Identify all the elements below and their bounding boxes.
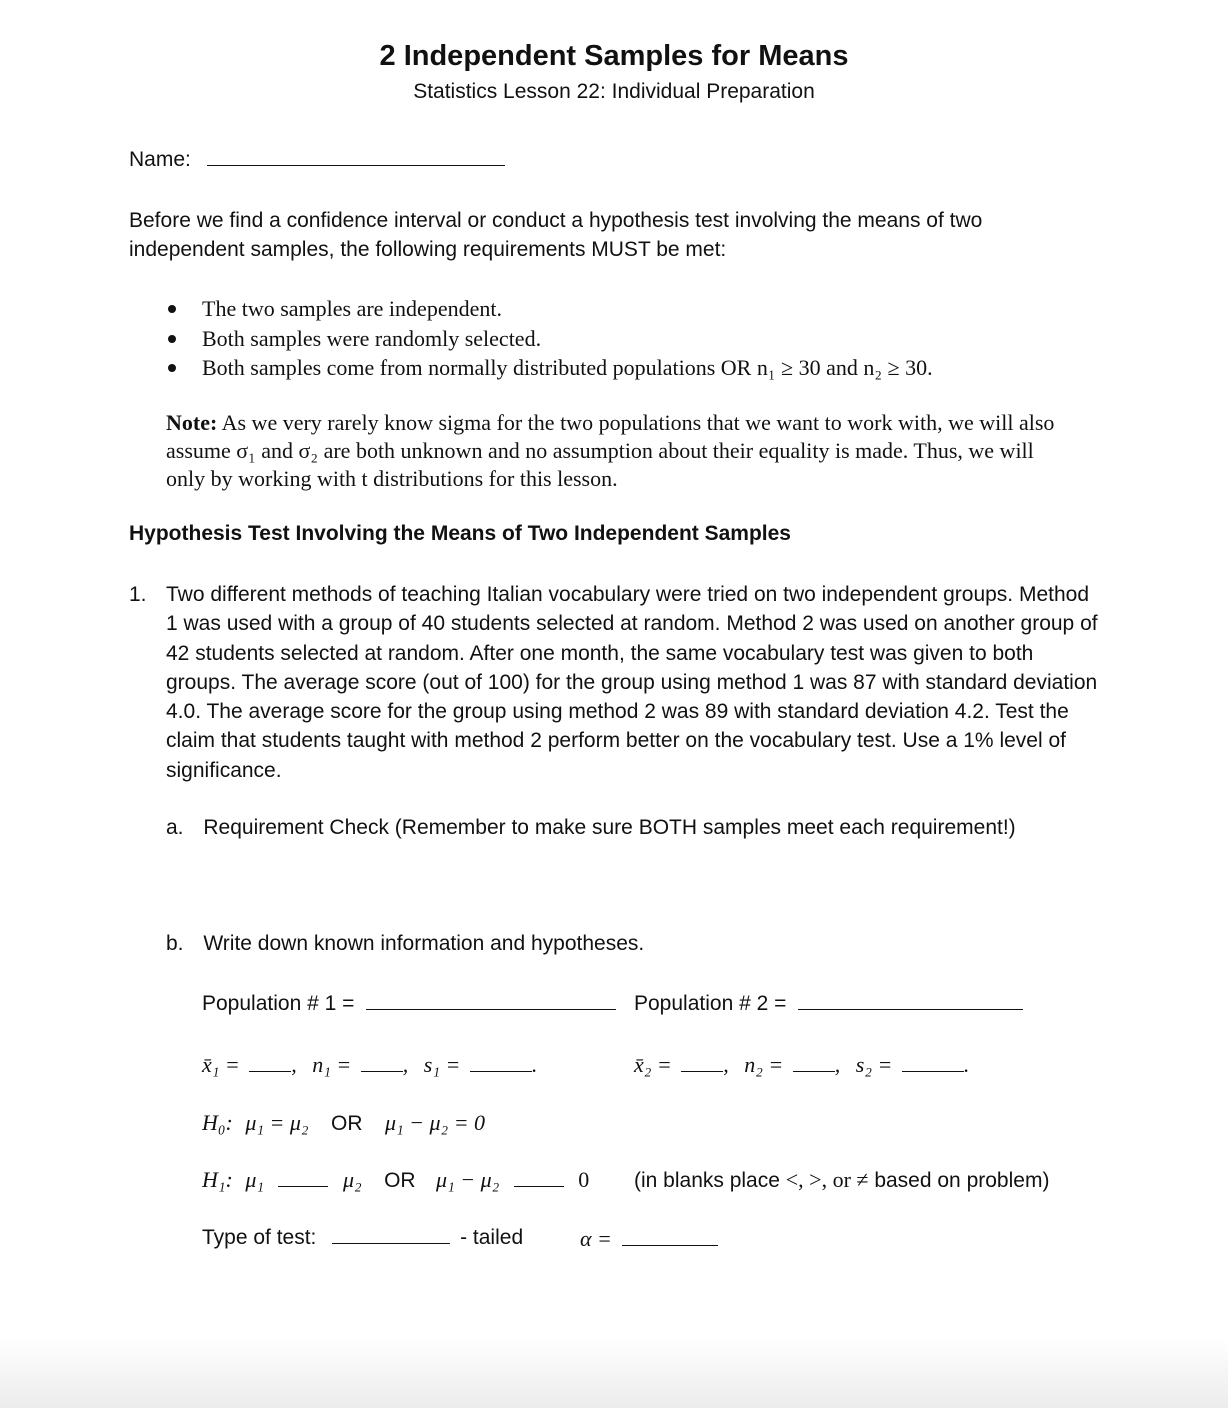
- part-a: [166, 816, 1016, 840]
- page-bottom-shadow: [0, 1338, 1228, 1408]
- population-1-blank[interactable]: [366, 1008, 616, 1010]
- s1-blank[interactable]: [470, 1070, 532, 1072]
- h1-hint-symbols: <, >, or ≠: [785, 1167, 869, 1192]
- xbar2-blank[interactable]: [681, 1070, 723, 1072]
- bullet-icon: [168, 305, 176, 313]
- part-b: [166, 932, 644, 956]
- name-blank[interactable]: [207, 164, 505, 166]
- alpha-row: [580, 1226, 718, 1252]
- s1-label: s₁ =: [423, 1052, 461, 1077]
- h1-mu2: μ₂: [342, 1167, 362, 1192]
- requirement-text: Both samples come from normally distributed populations OR n₁ ≥ 30 and n₂ ≥ 30.: [202, 355, 933, 380]
- page-title: 2 Independent Samples for Means: [379, 40, 849, 72]
- stats-2-row: x̄₂ = , n₂ = , s₂ = .: [634, 1052, 970, 1077]
- n2-blank[interactable]: [793, 1070, 835, 1072]
- h1-or: OR: [384, 1169, 416, 1192]
- h0-or: OR: [331, 1112, 363, 1135]
- h1-blank-2[interactable]: [514, 1185, 564, 1187]
- n2-label: n₂ =: [744, 1052, 784, 1077]
- part-b-label: b.: [166, 932, 184, 955]
- h1-hint-prefix: (in blanks place: [634, 1169, 780, 1192]
- population-2-blank[interactable]: [798, 1008, 1023, 1010]
- problem-number: 1.: [129, 583, 147, 606]
- population-2-label: Population # 2 =: [634, 992, 787, 1015]
- population-1-row: [202, 992, 616, 1016]
- n1-label: n₁ =: [312, 1052, 352, 1077]
- alt-hypothesis-row: [202, 1167, 589, 1193]
- intro-paragraph: Before we find a confidence interval or conduct a hypothesis test involving the means of two independent samples, the following requirements MUST be met:: [129, 209, 983, 261]
- bullet-icon: [168, 364, 176, 372]
- population-2-row: [634, 992, 1023, 1016]
- n1-blank[interactable]: [361, 1070, 403, 1072]
- type-of-test-blank[interactable]: [332, 1242, 450, 1244]
- part-b-text: Write down known information and hypotheses.: [203, 932, 645, 955]
- requirement-text: The two samples are independent.: [202, 296, 502, 321]
- name-row: [129, 148, 505, 172]
- bullet-icon: [168, 335, 176, 343]
- s2-blank[interactable]: [902, 1070, 964, 1072]
- tailed-label: - tailed: [460, 1226, 524, 1249]
- xbar2-label: x̄₂ =: [634, 1052, 672, 1077]
- h0-label: H₀:: [202, 1110, 233, 1135]
- type-of-test-label: Type of test:: [202, 1226, 317, 1249]
- note-label: Note:: [166, 410, 218, 435]
- part-a-text: Requirement Check (Remember to make sure BOTH samples meet each requirement!): [203, 816, 1016, 839]
- part-a-label: a.: [166, 816, 184, 839]
- s2-label: s₂ =: [855, 1052, 893, 1077]
- requirements-list: [166, 294, 933, 383]
- h1-zero: 0: [578, 1167, 590, 1192]
- alpha-label: α =: [580, 1226, 612, 1251]
- note-paragraph: [166, 409, 1076, 493]
- type-of-test-row: [202, 1226, 523, 1250]
- list-item: [166, 324, 933, 354]
- section-heading: Hypothesis Test Involving the Means of Two Independent Samples: [129, 522, 791, 545]
- page-subtitle: Statistics Lesson 22: Individual Preparation: [413, 80, 815, 103]
- name-label: Name:: [129, 148, 191, 171]
- h0-equation: μ₁ = μ₂: [245, 1110, 309, 1135]
- null-hypothesis-row: [202, 1110, 485, 1136]
- h1-mu1: μ₁: [245, 1167, 265, 1192]
- list-item: [166, 294, 933, 324]
- requirement-text: Both samples were randomly selected.: [202, 325, 542, 351]
- h0-difference: μ₁ − μ₂ = 0: [384, 1110, 486, 1135]
- xbar1-label: x̄₁ =: [202, 1052, 240, 1077]
- h1-hint: [634, 1167, 1049, 1193]
- problem-1: [129, 580, 1104, 785]
- h1-hint-suffix: based on problem): [874, 1169, 1050, 1192]
- alpha-blank[interactable]: [622, 1244, 718, 1246]
- list-item: [166, 353, 933, 383]
- problem-text: Two different methods of teaching Italian vocabulary were tried on two independent groups. Method 1 was used with a group of 40 students selected at random. Method 2 was used on another group of 42 students selected at random. After one month, the same vocabulary test was given to both groups. The average score (out of 100) for the group using method 1 was 87 with standard deviation 4.0. The average score for the group using method 2 was 89 with standard deviation 4.2. Test the claim that students taught with method 2 perform better on the vocabulary test. Use a 1% level of significance.: [166, 583, 1098, 782]
- note-text: As we very rarely know sigma for the two populations that we want to work with, we will also assume σ₁ and σ₂ are both unknown and no assumption about their equality is made. Thus, we will only by working with t distributions for this lesson.: [166, 410, 1055, 491]
- h1-label: H₁:: [202, 1167, 233, 1192]
- h1-difference: μ₁ − μ₂: [436, 1167, 500, 1192]
- stats-1-row: x̄₁ = , n₁ = , s₁ = .: [202, 1052, 538, 1077]
- population-1-label: Population # 1 =: [202, 992, 355, 1015]
- xbar1-blank[interactable]: [249, 1070, 291, 1072]
- h1-blank-1[interactable]: [278, 1185, 328, 1187]
